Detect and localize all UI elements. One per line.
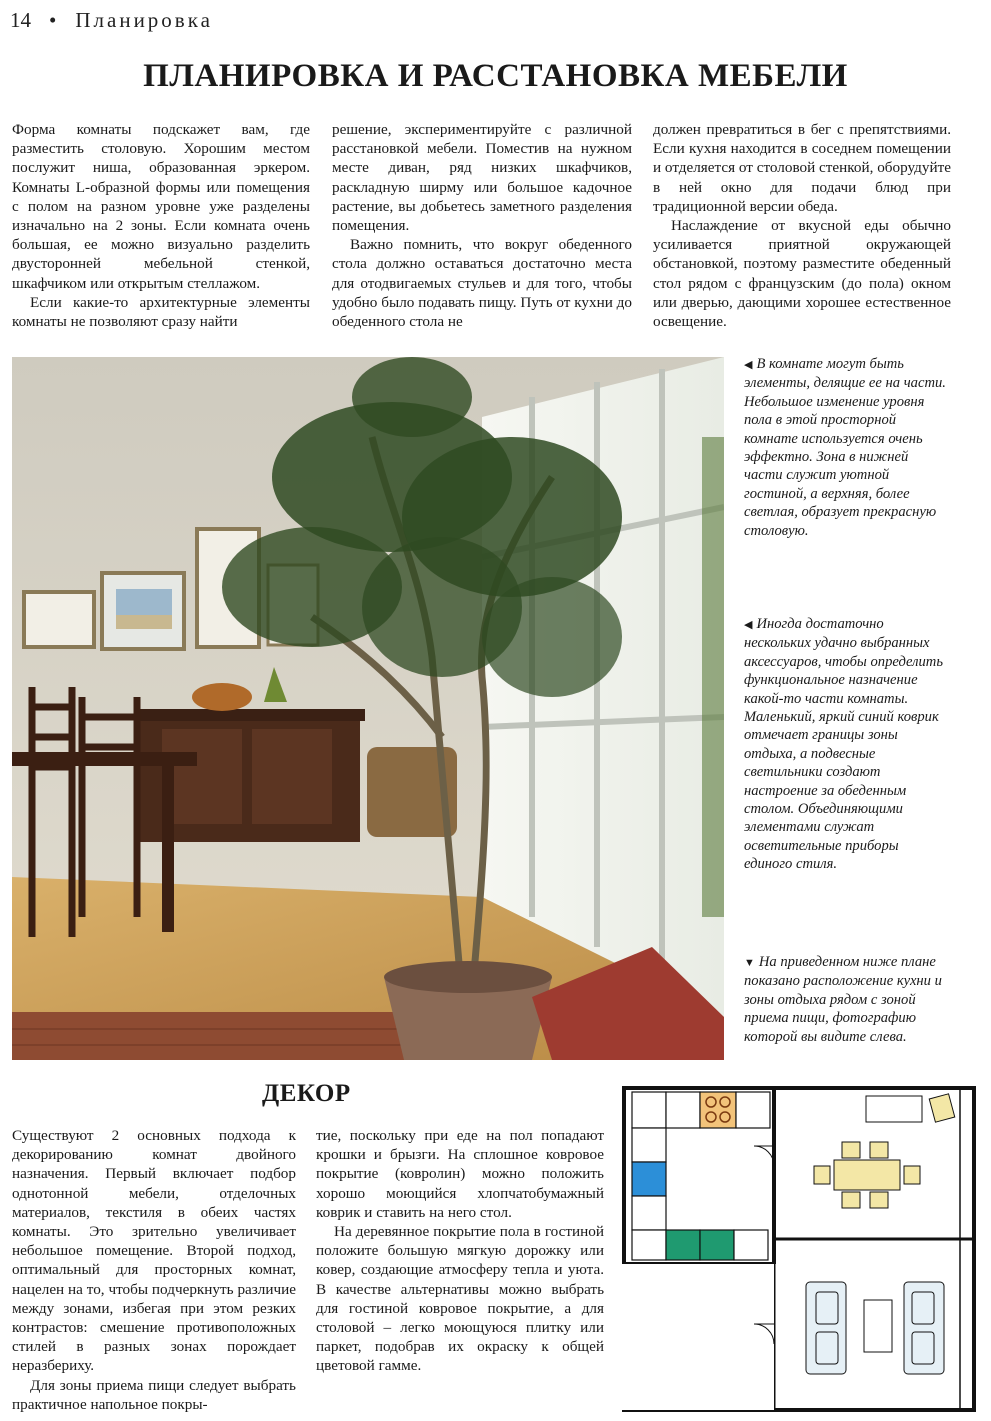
room-photo-icon [12, 357, 724, 1060]
intro-column-2 [332, 120, 632, 331]
running-head [10, 8, 213, 33]
paragraph: Существуют 2 основных подхода к декорированию комнат двойного назначения. Первый включает подбор однотонной мебели, отделочных материалов, текстиля в обеих частях комнаты. Это зрительно увеличивает небольшое помещение. Второй подход, оптимальный для просторных комнат, нацелен на то, чтобы подчеркнуть различие между зонами, избегая при этом резких контрастов: смешение противоположных стилей в разных зонах порождает неразбериху. [12, 1127, 296, 1375]
decor-column-2 [316, 1126, 604, 1376]
page-number: 14 [10, 8, 31, 32]
caption-3 [744, 953, 948, 1046]
paragraph: Форма комнаты подскажет вам, где разместить столовую. Хорошим местом послужит ниша, образованная эркером. Комнаты L-образной формы или помещения с полом на разном уровне уже разделены изначально на 2 зоны. Если комната очень большая, ее можно визуально разделить двусторонней мебельной стенкой, шкафчиком или открытым стеллажом. [12, 121, 310, 292]
caption-text: Иногда достаточно нескольких удачно выбранных аксессуаров, чтобы определить функциональное назначение какой-то части комнаты. Маленький, яркий синий коврик отмечает границы зоны отдыха, а подвесные светильники создают настроение за обеденным столом. Объединяющими элементами служат осветительные приборы единого стиля. [744, 616, 943, 873]
arrow-down-icon: ▼ [744, 957, 755, 969]
decor-column-1 [12, 1126, 296, 1414]
paragraph: Если какие-то архитектурные элементы комнаты не позволяют сразу найти [12, 293, 310, 331]
paragraph: решение, экспериментируйте с различной расстановкой мебели. Поместив на нужном месте диван, ряд низких шкафчиков, раскладную ширму или большое кадочное растение, вы добьетесь заметного разделения помещения. [332, 121, 632, 235]
decor-heading: ДЕКОР [262, 1080, 351, 1107]
caption-1 [744, 355, 948, 540]
caption-text: В комнате могут быть элементы, делящие ее на части. Небольшое изменение уровня пола в этой просторной комнате используется очень эффектно. Зона в нижней части служит уютной гостиной, а верхняя, более светлая, образует прекрасную столовую. [744, 356, 946, 539]
caption-2 [744, 615, 948, 874]
page-title: ПЛАНИРОВКА И РАССТАНОВКА МЕБЕЛИ [143, 58, 848, 94]
paragraph: Важно помнить, что вокруг обеденного стола должно оставаться достаточно места для отодвигаемых стульев и для того, чтобы удобно было подавать пищу. Путь от кухни до обеденного стола не [332, 236, 632, 331]
caption-text: На приведенном ниже плане показано расположение кухни и зоны отдыха рядом с зоной приема пищи, фотографию которой вы видите слева. [744, 954, 942, 1045]
intro-column-3 [653, 120, 951, 331]
paragraph: тие, поскольку при еде на пол попадают крошки и брызги. На сплошное ковровое покрытие (ковролин) можно положить хорошо моющийся хлопчатобумажный коврик и ставить на него стол. [316, 1127, 604, 1221]
intro-column-1 [12, 120, 310, 331]
paragraph: На деревянное покрытие пола в гостиной положите большую мягкую дорожку или ковер, создающие атмосферу тепла и уюта. В качестве альтернативы можно выбрать для гостиной ковровое покрытие, а для столовой – легко моющуюся плитку или паркет, подобрав их окраску к общей цветовой гамме. [316, 1223, 604, 1375]
bullet: • [49, 8, 60, 32]
room-photo [12, 357, 724, 1060]
section-name: Планировка [75, 8, 213, 32]
arrow-left-icon: ◀ [744, 359, 753, 371]
paragraph: Для зоны приема пищи следует выбрать практичное напольное покры- [12, 1376, 296, 1413]
paragraph: должен превратиться в бег с препятствиями. Если кухня находится в соседнем помещении и отделяется от столовой стенкой, оборудуйте в ней окно для подачи блюд при традиционной версии обеда. [653, 121, 951, 215]
floor-plan-icon [620, 1084, 984, 1416]
floor-plan [620, 1084, 984, 1416]
paragraph: Наслаждение от вкусной еды обычно усиливается приятной окружающей обстановкой, поэтому разместите обеденный стол рядом с французским (до пола) окном или дверью, дающими хорошее естественное освещение. [653, 217, 951, 331]
arrow-left-icon: ◀ [744, 619, 753, 631]
